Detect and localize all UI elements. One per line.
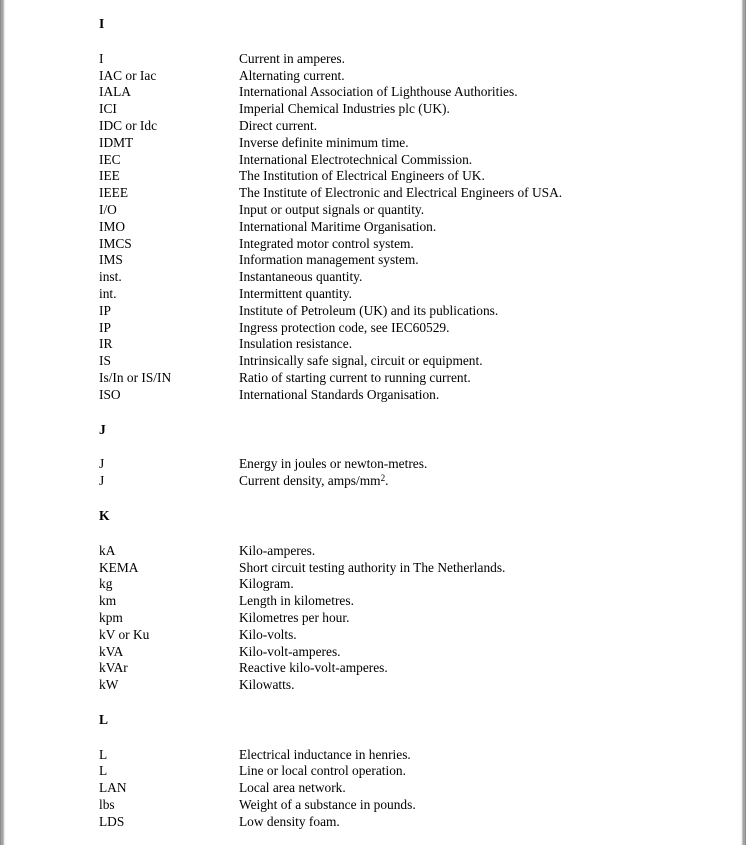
section-heading-spacer bbox=[99, 438, 719, 456]
entry-term: km bbox=[99, 593, 117, 609]
entry-definition: The Institute of Electronic and Electrical Engineers of USA. bbox=[239, 185, 563, 201]
section-trailing-spacer bbox=[99, 490, 719, 508]
glossary-entry bbox=[99, 118, 719, 135]
glossary-entry bbox=[99, 560, 719, 577]
entry-definition: Low density foam. bbox=[239, 813, 340, 829]
entry-definition: Line or local control operation. bbox=[239, 763, 406, 779]
entry-definition: Kilo-volts. bbox=[239, 626, 297, 642]
glossary-entry bbox=[99, 780, 719, 797]
entry-definition: Information management system. bbox=[239, 252, 419, 268]
glossary-entry bbox=[99, 677, 719, 694]
glossary-entry-list bbox=[99, 51, 719, 404]
entry-definition: Kilometres per hour. bbox=[239, 609, 350, 625]
glossary-entry bbox=[99, 456, 719, 473]
entry-term: kVAr bbox=[99, 660, 128, 676]
entry-definition: International Maritime Organisation. bbox=[239, 218, 437, 234]
entry-term: J bbox=[99, 456, 105, 472]
glossary-entry bbox=[99, 135, 719, 152]
entry-term: LDS bbox=[99, 813, 125, 829]
glossary-section-i bbox=[99, 16, 719, 422]
glossary-entry bbox=[99, 797, 719, 814]
entry-definition: Kilowatts. bbox=[239, 677, 295, 693]
section-heading-spacer bbox=[99, 729, 719, 747]
glossary-entry bbox=[99, 610, 719, 627]
entry-definition: Input or output signals or quantity. bbox=[239, 201, 425, 217]
entry-definition: Alternating current. bbox=[239, 67, 345, 83]
entry-definition: International Standards Organisation. bbox=[239, 386, 440, 402]
entry-definition: Short circuit testing authority in The Netherlands. bbox=[239, 559, 506, 575]
entry-definition: Intermittent quantity. bbox=[239, 285, 352, 301]
entry-definition: Length in kilometres. bbox=[239, 593, 354, 609]
page-left-edge-shadow bbox=[0, 0, 6, 845]
entry-term: inst. bbox=[99, 269, 122, 285]
glossary-entry bbox=[99, 152, 719, 169]
glossary-entry bbox=[99, 473, 719, 490]
entry-definition: Reactive kilo-volt-amperes. bbox=[239, 660, 388, 676]
entry-definition: Ratio of starting current to running current. bbox=[239, 369, 471, 385]
glossary-entry bbox=[99, 353, 719, 370]
glossary-entry bbox=[99, 252, 719, 269]
entry-definition: Local area network. bbox=[239, 780, 346, 796]
entry-term: kA bbox=[99, 542, 116, 558]
entry-definition: Kilogram. bbox=[239, 576, 294, 592]
section-heading: I bbox=[99, 16, 105, 31]
entry-definition: International Electrotechnical Commission. bbox=[239, 151, 473, 167]
section-heading-spacer bbox=[99, 33, 719, 51]
entry-definition: Insulation resistance. bbox=[239, 336, 353, 352]
glossary-entry bbox=[99, 101, 719, 118]
entry-definition-text: Current density, amps/mm bbox=[239, 473, 381, 489]
glossary-entry bbox=[99, 576, 719, 593]
entry-term: J bbox=[99, 473, 105, 489]
entry-definition: Integrated motor control system. bbox=[239, 235, 414, 251]
entry-term: IP bbox=[99, 302, 111, 318]
entry-term: IMS bbox=[99, 252, 123, 268]
glossary-entry bbox=[99, 68, 719, 85]
entry-term: IMCS bbox=[99, 235, 132, 251]
entry-term: IMO bbox=[99, 218, 126, 234]
entry-term: lbs bbox=[99, 797, 115, 813]
entry-definition: Ingress protection code, see IEC60529. bbox=[239, 319, 450, 335]
section-trailing-spacer bbox=[99, 694, 719, 712]
entry-term: IEC bbox=[99, 151, 121, 167]
glossary-entry bbox=[99, 644, 719, 661]
entry-term: L bbox=[99, 763, 108, 779]
glossary-entry bbox=[99, 202, 719, 219]
entry-term: KEMA bbox=[99, 559, 139, 575]
entry-term: kg bbox=[99, 576, 113, 592]
entry-term: L bbox=[99, 746, 108, 762]
entry-definition: The Institution of Electrical Engineers of UK. bbox=[239, 168, 485, 184]
page-right-edge-shadow bbox=[740, 0, 746, 845]
entry-definition-tail: . bbox=[385, 473, 389, 489]
entry-definition: Direct current. bbox=[239, 117, 318, 133]
glossary-entry-list bbox=[99, 747, 719, 831]
entry-term: kV or Ku bbox=[99, 626, 150, 642]
section-heading: L bbox=[99, 711, 109, 727]
entry-term: IEEE bbox=[99, 185, 128, 201]
entry-definition: International Association of Lighthouse Authorities. bbox=[239, 84, 518, 100]
section-heading-spacer bbox=[99, 525, 719, 543]
entry-term: IR bbox=[99, 336, 113, 352]
glossary-entry bbox=[99, 219, 719, 236]
entry-definition: Current in amperes. bbox=[239, 50, 345, 66]
entry-term: int. bbox=[99, 285, 117, 301]
entry-definition: Weight of a substance in pounds. bbox=[239, 797, 416, 813]
entry-term: ICI bbox=[99, 101, 117, 117]
entry-term: IALA bbox=[99, 84, 131, 100]
entry-definition: Kilo-volt-amperes. bbox=[239, 643, 341, 659]
entry-definition: Inverse definite minimum time. bbox=[239, 134, 409, 150]
glossary-entry bbox=[99, 84, 719, 101]
glossary-entry bbox=[99, 763, 719, 780]
entry-term: kpm bbox=[99, 609, 123, 625]
entry-term: ISO bbox=[99, 386, 121, 402]
glossary-entry bbox=[99, 627, 719, 644]
glossary-entry-list bbox=[99, 543, 719, 694]
glossary-entry bbox=[99, 543, 719, 560]
glossary-entry-list bbox=[99, 456, 719, 490]
glossary-entry bbox=[99, 168, 719, 185]
entry-term: IDMT bbox=[99, 134, 134, 150]
glossary-entry bbox=[99, 286, 719, 303]
entry-term: IDC or Idc bbox=[99, 117, 158, 133]
entry-term: IS bbox=[99, 353, 111, 369]
entry-definition: Institute of Petroleum (UK) and its publications. bbox=[239, 302, 499, 318]
entry-term: IAC or Iac bbox=[99, 67, 157, 83]
glossary-entry bbox=[99, 269, 719, 286]
glossary-entry bbox=[99, 303, 719, 320]
entry-definition: Electrical inductance in henries. bbox=[239, 746, 411, 762]
section-heading: K bbox=[99, 507, 110, 523]
glossary-entry bbox=[99, 814, 719, 831]
glossary-section-k bbox=[99, 508, 719, 712]
entry-term: IEE bbox=[99, 168, 120, 184]
glossary-entry bbox=[99, 593, 719, 610]
entry-definition: Intrinsically safe signal, circuit or equipment. bbox=[239, 353, 483, 369]
glossary-entry bbox=[99, 747, 719, 764]
section-trailing-spacer bbox=[99, 404, 719, 422]
glossary-entry bbox=[99, 320, 719, 337]
glossary-entry bbox=[99, 387, 719, 404]
glossary-entry bbox=[99, 236, 719, 253]
glossary-content bbox=[99, 16, 719, 831]
entry-definition: Imperial Chemical Industries plc (UK). bbox=[239, 101, 450, 117]
glossary-entry bbox=[99, 51, 719, 68]
glossary-entry bbox=[99, 185, 719, 202]
entry-definition: Kilo-amperes. bbox=[239, 542, 316, 558]
entry-definition bbox=[239, 473, 719, 490]
entry-term: I bbox=[99, 50, 104, 66]
entry-term: LAN bbox=[99, 780, 127, 796]
glossary-entry bbox=[99, 370, 719, 387]
glossary-entry bbox=[99, 336, 719, 353]
entry-term: kW bbox=[99, 677, 119, 693]
glossary-section-l bbox=[99, 712, 719, 831]
entry-definition: Energy in joules or newton-metres. bbox=[239, 456, 428, 472]
section-heading: J bbox=[99, 421, 106, 437]
entry-term: I/O bbox=[99, 201, 117, 217]
entry-term: kVA bbox=[99, 643, 124, 659]
entry-term: Is/In or IS/IN bbox=[99, 369, 172, 385]
entry-term: IP bbox=[99, 319, 111, 335]
glossary-section-j bbox=[99, 422, 719, 508]
entry-definition-superscript: 2 bbox=[380, 473, 386, 484]
glossary-entry bbox=[99, 660, 719, 677]
entry-definition: Instantaneous quantity. bbox=[239, 269, 363, 285]
